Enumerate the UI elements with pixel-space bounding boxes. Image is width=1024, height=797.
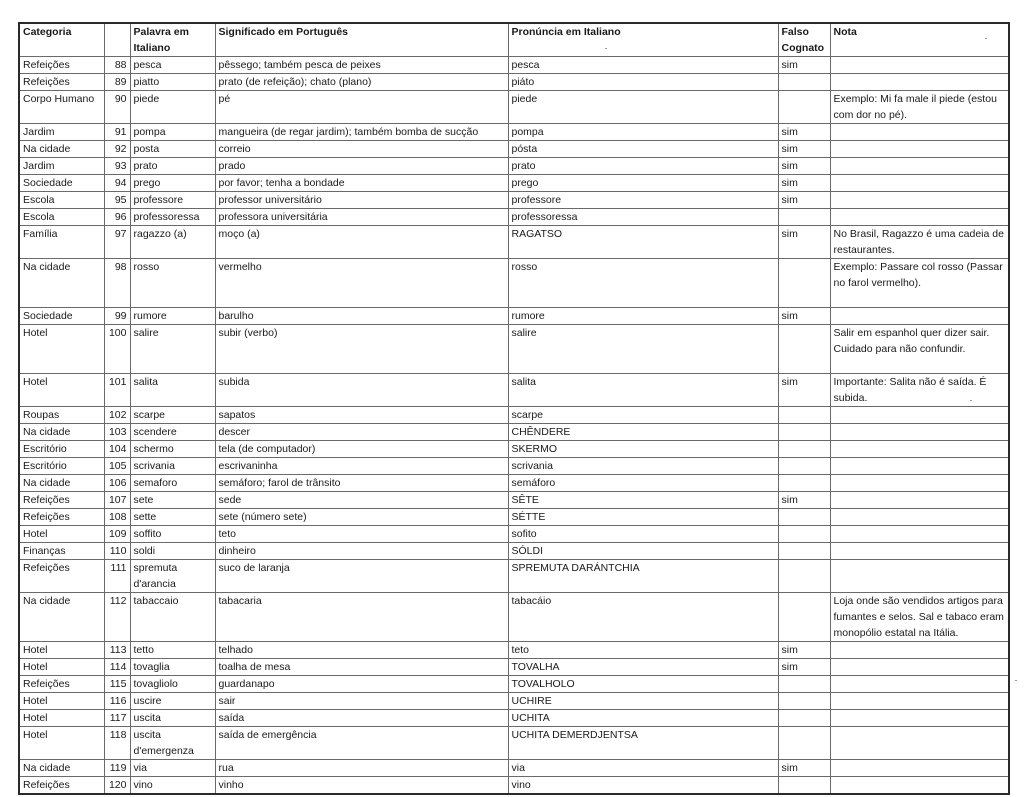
cell-falso-cognato [778,727,830,760]
cell-categoria: Hotel [19,642,104,659]
cell-palavra: salire [130,325,215,374]
cell-categoria: Na cidade [19,475,104,492]
cell-significado: sair [215,693,508,710]
cell-palavra: professore [130,192,215,209]
cell-significado: vinho [215,777,508,795]
cell-nota: Salir em espanhol quer dizer sair. Cuidado para não confundir. [830,325,1009,374]
cell-falso-cognato [778,458,830,475]
table-row [19,492,1009,509]
cell-nota [830,659,1009,676]
cell-nota [830,407,1009,424]
cell-nota: Loja onde são vendidos artigos para fumantes e selos. Sal e tabaco eram monopólio estatal na Itália. [830,593,1009,642]
cell-categoria: Hotel [19,374,104,407]
cell-falso-cognato [778,74,830,91]
cell-numero: 115 [104,676,130,693]
cell-palavra: scendere [130,424,215,441]
cell-categoria: Jardim [19,124,104,141]
table-row [19,642,1009,659]
cell-falso-cognato [778,209,830,226]
cell-significado: prado [215,158,508,175]
cell-pronuncia: scarpe [508,407,778,424]
cell-palavra: uscita [130,710,215,727]
cell-categoria: Hotel [19,710,104,727]
cell-falso-cognato [778,526,830,543]
cell-categoria: Na cidade [19,424,104,441]
cell-pronuncia: professoressa [508,209,778,226]
cell-significado: vermelho [215,259,508,308]
cell-falso-cognato [778,676,830,693]
cell-pronuncia: salita [508,374,778,407]
cell-pronuncia: UCHIRE [508,693,778,710]
cell-falso-cognato: sim [778,192,830,209]
cell-palavra: tovaglia [130,659,215,676]
table-row [19,424,1009,441]
cell-categoria: Refeições [19,492,104,509]
table-row [19,593,1009,642]
cell-nota: Importante: Salita não é saída. É subida. [830,374,1009,407]
cell-falso-cognato [778,693,830,710]
table-row [19,441,1009,458]
cell-nota [830,543,1009,560]
cell-palavra: spremuta d'arancia [130,560,215,593]
cell-numero: 119 [104,760,130,777]
cell-numero: 104 [104,441,130,458]
cell-falso-cognato [778,475,830,492]
cell-categoria: Jardim [19,158,104,175]
cell-numero: 103 [104,424,130,441]
cell-pronuncia: SPREMUTA DARÁNTCHIA [508,560,778,593]
cell-significado: por favor; tenha a bondade [215,175,508,192]
vocabulary-table [18,22,1010,795]
cell-palavra: scrivania [130,458,215,475]
cell-categoria: Escola [19,209,104,226]
cell-nota [830,642,1009,659]
cell-nota [830,158,1009,175]
table-row [19,209,1009,226]
cell-categoria: Hotel [19,727,104,760]
cell-significado: moço (a) [215,226,508,259]
cell-pronuncia: pesca [508,57,778,74]
cell-numero: 113 [104,642,130,659]
cell-falso-cognato [778,259,830,308]
cell-pronuncia: SÓLDI [508,543,778,560]
header-nota: Nota [830,23,1009,57]
cell-nota [830,458,1009,475]
cell-pronuncia: pósta [508,141,778,158]
cell-palavra: sete [130,492,215,509]
cell-numero: 99 [104,308,130,325]
cell-pronuncia: teto [508,642,778,659]
cell-categoria: Hotel [19,693,104,710]
cell-significado: prato (de refeição); chato (plano) [215,74,508,91]
cell-pronuncia: SKERMO [508,441,778,458]
cell-pronuncia: CHÊNDERE [508,424,778,441]
cell-significado: subir (verbo) [215,325,508,374]
cell-palavra: soffito [130,526,215,543]
table-row [19,710,1009,727]
cell-numero: 112 [104,593,130,642]
cell-numero: 116 [104,693,130,710]
cell-nota [830,710,1009,727]
cell-falso-cognato [778,560,830,593]
cell-numero: 95 [104,192,130,209]
table-row [19,57,1009,74]
cell-nota [830,760,1009,777]
cell-nota [830,74,1009,91]
cell-categoria: Na cidade [19,141,104,158]
cell-pronuncia: UCHITA DEMERDJENTSA [508,727,778,760]
cell-pronuncia: semáforo [508,475,778,492]
cell-categoria: Na cidade [19,760,104,777]
cell-palavra: pesca [130,57,215,74]
table-row [19,192,1009,209]
table-row [19,458,1009,475]
cell-palavra: piede [130,91,215,124]
cell-numero: 106 [104,475,130,492]
cell-falso-cognato: sim [778,57,830,74]
table-row [19,509,1009,526]
table-row [19,175,1009,192]
cell-pronuncia: tabacáio [508,593,778,642]
cell-significado: telhado [215,642,508,659]
table-row [19,74,1009,91]
cell-palavra: vino [130,777,215,795]
cell-palavra: scarpe [130,407,215,424]
cell-numero: 117 [104,710,130,727]
table-row [19,141,1009,158]
cell-significado: saída [215,710,508,727]
header-pronuncia: Pronúncia em Italiano [508,23,778,57]
cell-falso-cognato: sim [778,492,830,509]
cell-palavra: ragazzo (a) [130,226,215,259]
cell-falso-cognato: sim [778,124,830,141]
cell-nota [830,175,1009,192]
cell-numero: 90 [104,91,130,124]
cell-falso-cognato: sim [778,141,830,158]
cell-falso-cognato: sim [778,642,830,659]
cell-significado: mangueira (de regar jardim); também bomba de sucção [215,124,508,141]
cell-categoria: Na cidade [19,593,104,642]
scan-speck [970,400,972,401]
cell-falso-cognato [778,710,830,727]
cell-numero: 97 [104,226,130,259]
cell-numero: 107 [104,492,130,509]
cell-palavra: prego [130,175,215,192]
scan-speck [985,38,987,39]
cell-categoria: Refeições [19,777,104,795]
cell-pronuncia: vino [508,777,778,795]
cell-categoria: Família [19,226,104,259]
cell-significado: sede [215,492,508,509]
cell-nota [830,192,1009,209]
cell-palavra: tabaccaio [130,593,215,642]
cell-pronuncia: salire [508,325,778,374]
cell-significado: rua [215,760,508,777]
cell-nota [830,441,1009,458]
cell-categoria: Refeições [19,676,104,693]
table-row [19,124,1009,141]
cell-nota [830,693,1009,710]
cell-pronuncia: rosso [508,259,778,308]
cell-nota [830,141,1009,158]
table-row [19,727,1009,760]
cell-palavra: rosso [130,259,215,308]
cell-categoria: Sociedade [19,308,104,325]
cell-numero: 120 [104,777,130,795]
cell-pronuncia: SÉTTE [508,509,778,526]
cell-palavra: semaforo [130,475,215,492]
cell-categoria: Finanças [19,543,104,560]
table-row [19,158,1009,175]
cell-falso-cognato [778,441,830,458]
cell-numero: 100 [104,325,130,374]
cell-falso-cognato [778,325,830,374]
cell-palavra: professoressa [130,209,215,226]
cell-nota [830,727,1009,760]
cell-categoria: Hotel [19,526,104,543]
table-row [19,693,1009,710]
cell-numero: 93 [104,158,130,175]
cell-significado: professor universitário [215,192,508,209]
cell-categoria: Na cidade [19,259,104,308]
cell-numero: 88 [104,57,130,74]
cell-significado: sapatos [215,407,508,424]
cell-falso-cognato [778,424,830,441]
vocabulary-sheet [18,22,1008,795]
cell-palavra: schermo [130,441,215,458]
cell-falso-cognato: sim [778,308,830,325]
cell-pronuncia: professore [508,192,778,209]
cell-numero: 96 [104,209,130,226]
cell-significado: dinheiro [215,543,508,560]
cell-nota: No Brasil, Ragazzo é uma cadeia de restaurantes. [830,226,1009,259]
header-falso-cognato: Falso Cognato [778,23,830,57]
table-row [19,325,1009,374]
cell-pronuncia: SÊTE [508,492,778,509]
table-row [19,374,1009,407]
cell-significado: tela (de computador) [215,441,508,458]
cell-numero: 102 [104,407,130,424]
cell-numero: 114 [104,659,130,676]
cell-palavra: rumore [130,308,215,325]
cell-numero: 109 [104,526,130,543]
cell-categoria: Refeições [19,509,104,526]
cell-pronuncia: piede [508,91,778,124]
cell-significado: descer [215,424,508,441]
cell-falso-cognato [778,407,830,424]
cell-pronuncia: rumore [508,308,778,325]
cell-numero: 108 [104,509,130,526]
cell-falso-cognato: sim [778,175,830,192]
cell-numero: 105 [104,458,130,475]
cell-significado: toalha de mesa [215,659,508,676]
cell-numero: 101 [104,374,130,407]
cell-nota [830,308,1009,325]
cell-pronuncia: pompa [508,124,778,141]
cell-numero: 118 [104,727,130,760]
cell-pronuncia: via [508,760,778,777]
table-row [19,676,1009,693]
header-row [19,23,1009,57]
cell-significado: subida [215,374,508,407]
cell-categoria: Refeições [19,57,104,74]
scan-speck [605,48,607,49]
cell-palavra: pompa [130,124,215,141]
cell-nota [830,676,1009,693]
cell-palavra: soldi [130,543,215,560]
table-row [19,560,1009,593]
cell-categoria: Hotel [19,659,104,676]
cell-falso-cognato: sim [778,659,830,676]
cell-categoria: Hotel [19,325,104,374]
table-row [19,777,1009,795]
cell-significado: escrivaninha [215,458,508,475]
cell-categoria: Refeições [19,74,104,91]
cell-palavra: posta [130,141,215,158]
cell-categoria: Sociedade [19,175,104,192]
cell-numero: 91 [104,124,130,141]
cell-significado: guardanapo [215,676,508,693]
cell-categoria: Escritório [19,458,104,475]
cell-significado: teto [215,526,508,543]
header-numero [104,23,130,57]
cell-significado: pé [215,91,508,124]
cell-falso-cognato: sim [778,158,830,175]
cell-pronuncia: UCHITA [508,710,778,727]
cell-numero: 94 [104,175,130,192]
cell-falso-cognato: sim [778,760,830,777]
cell-significado: correio [215,141,508,158]
table-row [19,526,1009,543]
cell-pronuncia: scrivania [508,458,778,475]
cell-falso-cognato [778,593,830,642]
table-row [19,659,1009,676]
cell-categoria: Corpo Humano [19,91,104,124]
table-row [19,91,1009,124]
cell-nota [830,509,1009,526]
table-row [19,407,1009,424]
table-row [19,226,1009,259]
cell-significado: pêssego; também pesca de peixes [215,57,508,74]
cell-pronuncia: TOVALHA [508,659,778,676]
cell-significado: professora universitária [215,209,508,226]
cell-nota [830,424,1009,441]
cell-palavra: via [130,760,215,777]
table-row [19,308,1009,325]
table-row [19,760,1009,777]
cell-pronuncia: piáto [508,74,778,91]
cell-numero: 110 [104,543,130,560]
cell-pronuncia: sofito [508,526,778,543]
table-row [19,259,1009,308]
cell-significado: barulho [215,308,508,325]
table-row [19,543,1009,560]
cell-falso-cognato: sim [778,226,830,259]
cell-significado: saída de emergência [215,727,508,760]
scan-speck [1015,680,1017,681]
cell-falso-cognato [778,543,830,560]
cell-pronuncia: TOVALHOLO [508,676,778,693]
cell-palavra: salita [130,374,215,407]
cell-categoria: Refeições [19,560,104,593]
cell-categoria: Escritório [19,441,104,458]
cell-falso-cognato [778,509,830,526]
cell-nota [830,492,1009,509]
cell-significado: semáforo; farol de trânsito [215,475,508,492]
header-categoria: Categoria [19,23,104,57]
cell-palavra: prato [130,158,215,175]
cell-palavra: piatto [130,74,215,91]
cell-numero: 92 [104,141,130,158]
cell-nota [830,777,1009,795]
cell-nota [830,526,1009,543]
cell-categoria: Roupas [19,407,104,424]
cell-numero: 98 [104,259,130,308]
cell-categoria: Escola [19,192,104,209]
cell-palavra: uscita d'emergenza [130,727,215,760]
cell-significado: sete (número sete) [215,509,508,526]
table-row [19,475,1009,492]
cell-nota [830,560,1009,593]
cell-nota: Exemplo: Passare col rosso (Passar no farol vermelho). [830,259,1009,308]
cell-nota [830,57,1009,74]
cell-falso-cognato [778,91,830,124]
cell-pronuncia: RAGATSO [508,226,778,259]
cell-nota [830,209,1009,226]
cell-numero: 89 [104,74,130,91]
cell-nota [830,124,1009,141]
cell-palavra: tetto [130,642,215,659]
header-palavra: Palavra em Italiano [130,23,215,57]
cell-palavra: tovagliolo [130,676,215,693]
cell-falso-cognato [778,777,830,795]
header-significado: Significado em Português [215,23,508,57]
cell-palavra: uscire [130,693,215,710]
cell-pronuncia: prego [508,175,778,192]
cell-nota: Exemplo: Mi fa male il piede (estou com dor no pé). [830,91,1009,124]
cell-numero: 111 [104,560,130,593]
cell-falso-cognato: sim [778,374,830,407]
cell-pronuncia: prato [508,158,778,175]
cell-nota [830,475,1009,492]
cell-significado: tabacaria [215,593,508,642]
cell-significado: suco de laranja [215,560,508,593]
cell-palavra: sette [130,509,215,526]
